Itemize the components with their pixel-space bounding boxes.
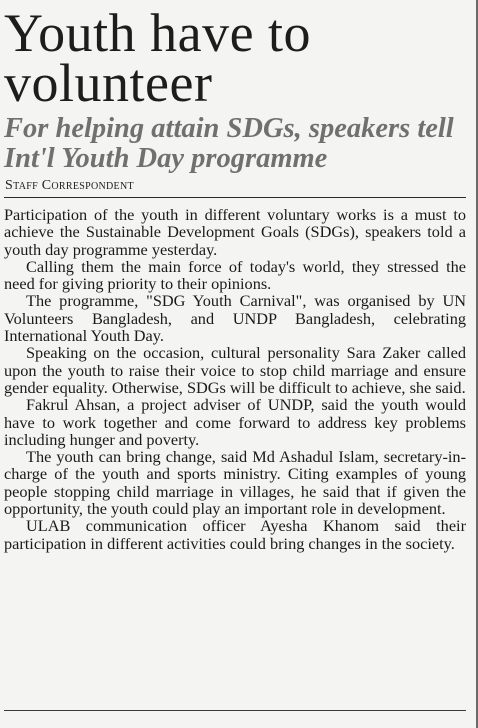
- byline-divider: [4, 197, 466, 198]
- paragraph-1: Participation of the youth in different voluntary works is a must to achieve the Sustainable Development Goals (SDGs), speakers told a youth day programme yesterday.: [4, 205, 466, 259]
- headline: Youth have to volunteer: [4, 3, 312, 113]
- paragraph-7: ULAB communication officer Ayesha Khanom said their participation in different activities could bring changes in the society.: [4, 516, 466, 553]
- paragraph-3: The programme, "SDG Youth Carnival", was organised by UN Volunteers Bangladesh, and UNDP Bangladesh, celebrating International Youth Day.: [4, 291, 466, 346]
- news-article: [4, 3, 466, 553]
- paragraph-2: Calling them the main force of today's world, they stressed the need for giving priority to their opinions.: [4, 256, 466, 294]
- paragraph-4: Speaking on the occasion, cultural personality Sara Zaker called upon the youth to raise their voice to stop child marriage and ensure gender equality. Otherwise, SDGs will be difficult to achieve, she said.: [4, 343, 466, 397]
- article-body: [4, 206, 466, 552]
- bottom-divider: [4, 710, 466, 711]
- byline: Staff Correspondent: [5, 178, 134, 193]
- paragraph-6: The youth can bring change, said Md Ashadul Islam, secretary-in-charge of the youth and sports ministry. Citing examples of young people stopping child marriage in villages, he said that if given the opportunity, the youth could play an important role in development.: [4, 447, 466, 519]
- paragraph-5: Fakrul Ahsan, a project adviser of UNDP, said the youth would have to work together and come forward to address key problems including hunger and poverty.: [4, 395, 466, 449]
- subheadline: For helping attain SDGs, speakers tell Int'l Youth Day programme: [4, 113, 454, 174]
